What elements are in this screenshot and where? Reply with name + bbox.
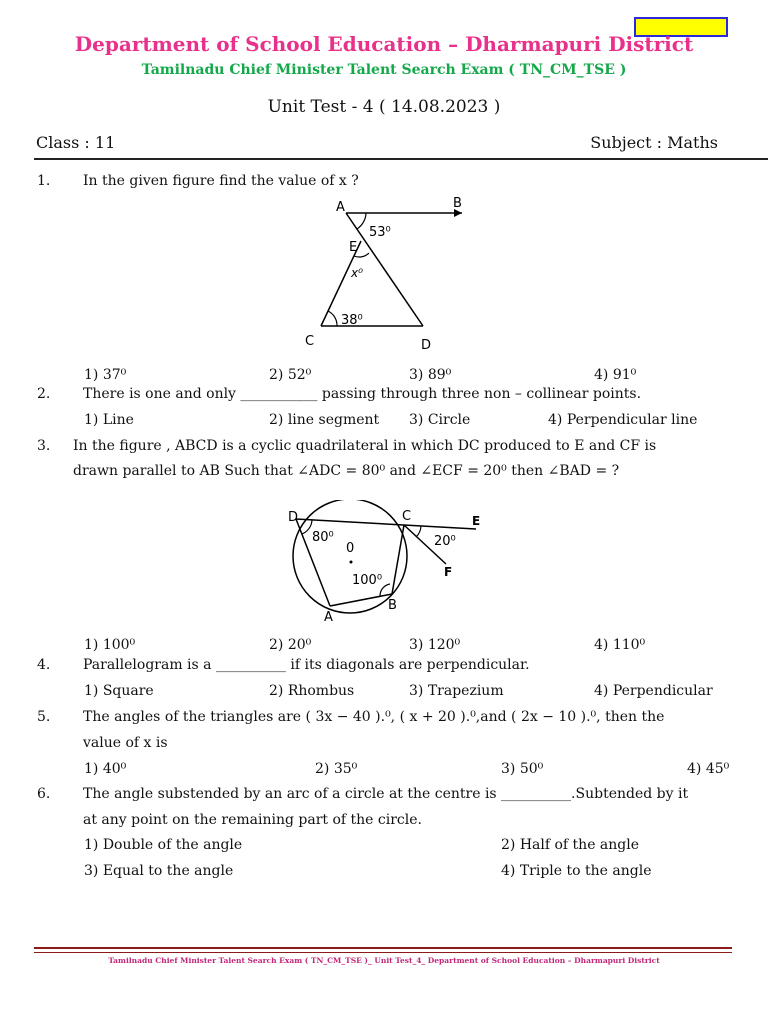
option-2: 2) 52⁰: [269, 367, 312, 383]
subject-label: Subject : Maths: [590, 133, 718, 152]
option-2: 2) 35⁰: [315, 761, 358, 777]
question-number: 5.: [37, 709, 51, 725]
option-4: 4) Perpendicular line: [548, 412, 698, 428]
label-c: C: [402, 509, 412, 524]
page-title: Department of School Education – Dharmapuri District: [74, 32, 694, 56]
option-3: 3) Trapezium: [409, 683, 504, 699]
question-number: 1.: [37, 173, 51, 189]
question-text: drawn parallel to AB Such that ∠ADC = 80⁰ and ∠ECF = 20⁰ then ∠BAD = ?: [73, 463, 620, 479]
label-b: B: [453, 196, 462, 211]
question-text: at any point on the remaining part of the circle.: [83, 812, 422, 828]
angle-53: 53⁰: [369, 225, 391, 240]
footer-divider: [34, 952, 732, 953]
question-number: 6.: [37, 786, 51, 802]
option-1: 1) 37⁰: [84, 367, 127, 383]
angle-20: 20⁰: [434, 534, 456, 549]
option-1: 1) 40⁰: [84, 761, 127, 777]
label-e: E: [349, 240, 358, 255]
option-4: 4) Triple to the angle: [501, 863, 652, 879]
option-2: 2) line segment: [269, 412, 380, 428]
question-number: 4.: [37, 657, 51, 673]
test-title: Unit Test - 4 ( 14.08.2023 ): [267, 97, 501, 117]
question-text: There is one and only ___________ passing through three non – collinear points.: [83, 386, 642, 402]
footer-divider: [34, 947, 732, 949]
header-divider: [34, 158, 768, 160]
question-text: In the figure , ABCD is a cyclic quadrilateral in which DC produced to E and CF is: [73, 438, 657, 454]
label-a: A: [336, 200, 345, 215]
label-o: 0: [346, 541, 355, 556]
angle-x: x⁰: [351, 266, 363, 280]
option-1: 1) Square: [84, 683, 154, 699]
angle-100: 100⁰: [352, 573, 383, 588]
question-text: The angles of the triangles are ( 3x − 40 ).⁰, ( x + 20 ).⁰,and ( 2x − 10 ).⁰, then the: [83, 709, 665, 725]
cyclic-quadrilateral-figure: [280, 500, 490, 630]
label-d: D: [288, 510, 299, 525]
exam-subtitle: Tamilnadu Chief Minister Talent Search Exam ( TN_CM_TSE ): [141, 62, 627, 78]
label-c: C: [305, 334, 315, 349]
page-footer: Tamilnadu Chief Minister Talent Search Exam ( TN_CM_TSE )_ Unit Test_4_ Department of School Education – Dharmapuri District: [108, 956, 660, 965]
class-label: Class : 11: [36, 133, 116, 152]
angle-38: 38⁰: [341, 313, 363, 328]
label-f: F: [444, 565, 453, 579]
option-1: 1) Double of the angle: [84, 837, 243, 853]
question-number: 2.: [37, 386, 51, 402]
option-4: 4) 45⁰: [687, 761, 730, 777]
option-3: 3) Circle: [409, 412, 471, 428]
option-2: 2) 20⁰: [269, 637, 312, 653]
option-1: 1) 100⁰: [84, 637, 136, 653]
question-text: Parallelogram is a __________ if its diagonals are perpendicular.: [83, 657, 530, 673]
option-3: 3) 89⁰: [409, 367, 452, 383]
question-text: value of x is: [83, 735, 168, 751]
option-4: 4) Perpendicular: [594, 683, 713, 699]
option-3: 3) 50⁰: [501, 761, 544, 777]
option-2: 2) Rhombus: [269, 683, 355, 699]
label-a: A: [324, 610, 333, 625]
option-3: 3) 120⁰: [409, 637, 461, 653]
question-text: In the given figure find the value of x ?: [83, 173, 359, 189]
option-4: 4) 91⁰: [594, 367, 637, 383]
option-3: 3) Equal to the angle: [84, 863, 234, 879]
option-1: 1) Line: [84, 412, 134, 428]
label-b: B: [388, 598, 397, 613]
label-e: E: [472, 514, 481, 528]
question-text: The angle substended by an arc of a circle at the centre is __________.Subtended by it: [83, 786, 689, 802]
label-d: D: [421, 338, 432, 353]
option-4: 4) 110⁰: [594, 637, 646, 653]
question-number: 3.: [37, 438, 51, 454]
angle-80: 80⁰: [312, 530, 334, 545]
triangle-figure: [300, 190, 490, 355]
option-2: 2) Half of the angle: [501, 837, 640, 853]
